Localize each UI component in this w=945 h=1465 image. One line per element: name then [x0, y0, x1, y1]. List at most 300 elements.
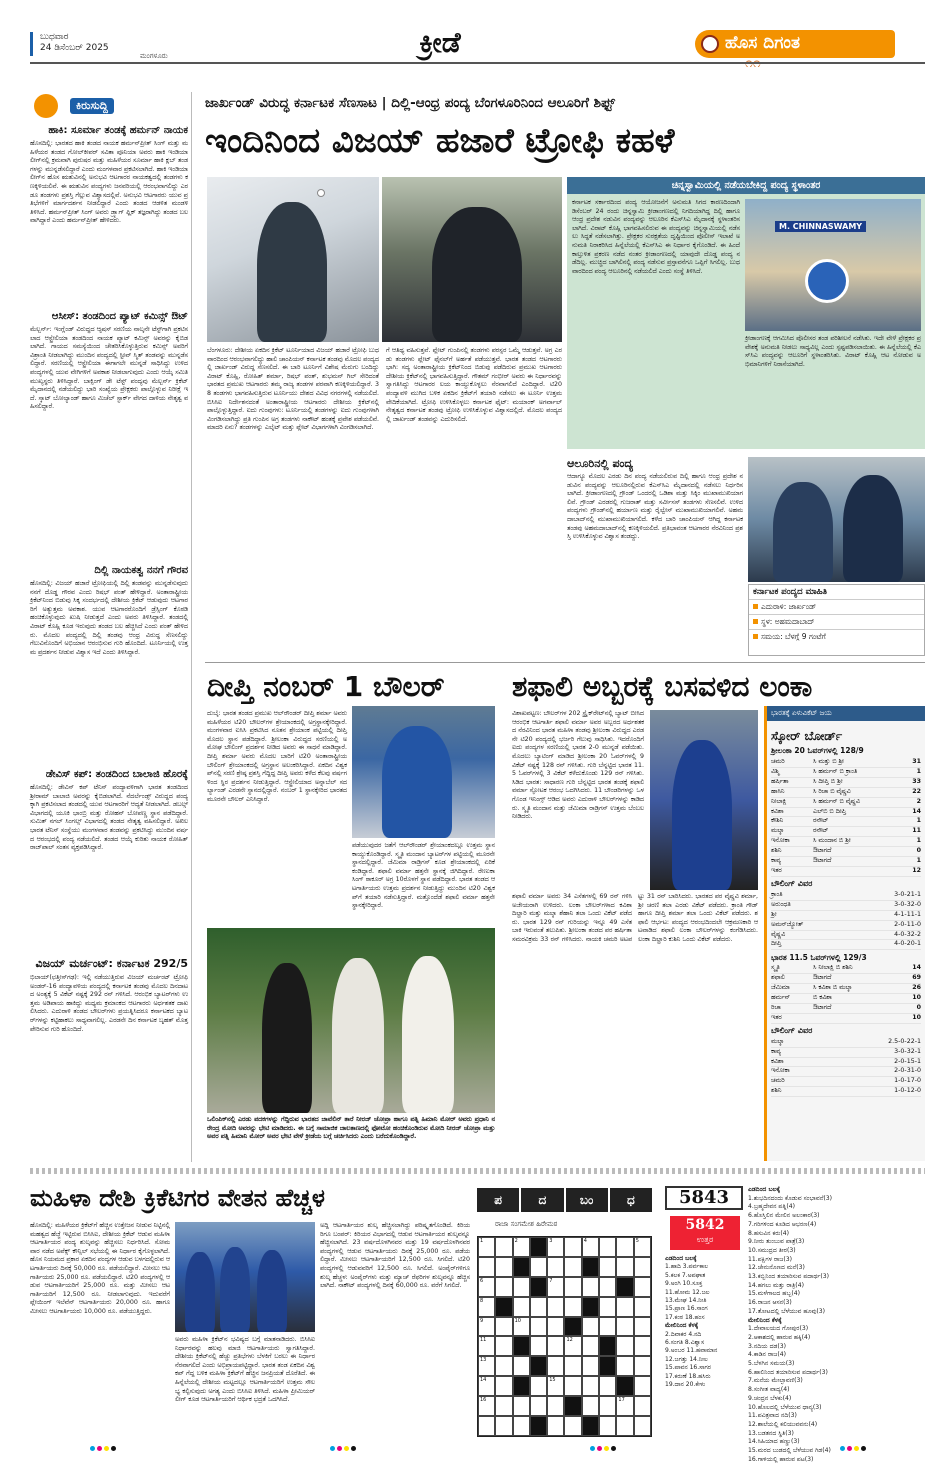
crossword-cell[interactable]: [616, 1257, 633, 1277]
ind-bowling-table: [767, 1038, 925, 1097]
crossword-cell: [616, 1277, 633, 1297]
crossword-cell[interactable]: [634, 1356, 651, 1376]
prev-answer: 19.ದಾನ 20.ಕೇಳು: [665, 1381, 706, 1389]
runs: 1: [916, 817, 921, 825]
clue: 6.ಹಾಲಿನಿಂದ ತಯಾರಿಸುವ ಪದಾರ್ಥ(3): [748, 1368, 828, 1376]
puzzle-author: ರಾಜಾ ಸಂಗಮೇಶ ಹಿರೇಮಠ: [495, 1220, 558, 1228]
brief-1: [30, 124, 188, 304]
clue: 4.ಕಾಡಿನ ರಾಜ(4): [748, 1351, 786, 1359]
batter-name: ಜೆಮಿಮಾ: [771, 984, 790, 992]
brief-title: ಹಾಕಿ: ಸೂರ್ಮಾ ತಂಡಕ್ಕೆ ಹರ್ಮನ್ ನಾಯಕ: [48, 125, 188, 136]
runs: 14: [912, 807, 921, 815]
runs: 14: [912, 964, 921, 972]
shafali-column-1: ವಿಶಾಖಪಟ್ಟಣ: ಬೌಲರ್‌ಗಳ 202 ಸ್ಟ್ರೈಕ್‌ರೇಟ್‌ನಲ್ಲಿ ಬ್ಯಾಟ್ ಬೀಸಿದ ಆರಂಭಿಕ ಆಟಗಾರ್ತಿ ಶಫಾಲಿ ವರ್ಮಾ ಅವರ ಅಬ್ಬರದ ಅರ್ಧಶತಕದ ನೆರವಿನಿಂದ ಭಾರತ ಮಹಿಳಾ ತಂಡವು ಶ್ರೀಲಂಕಾ ವಿರುದ್ಧದ ಎರಡನೇ ಟಿ20 ಪಂದ್ಯದಲ್ಲಿ ಭರ್ಜರಿ ಗೆಲುವು ಸಾಧಿಸಿತು. ಇದರೊಂದಿಗೆ ಐದು ಪಂದ್ಯಗಳ ಸರಣಿಯಲ್ಲಿ ಭಾರತ 2-0 ಮುನ್ನಡೆ ಪಡೆಯಿತು. ಮೊದಲು ಬ್ಯಾಟಿಂಗ್ ಮಾಡಿದ ಶ್ರೀಲಂಕಾ 20 ಓವರ್‌ಗಳಲ್ಲಿ 9 ವಿಕೆಟ್ ನಷ್ಟಕ್ಕೆ 128 ರನ್ ಗಳಿಸಿತು. ಗುರಿ ಬೆನ್ನಟ್ಟಿದ ಭಾರತ 11.5 ಓವರ್‌ಗಳಲ್ಲಿ 3 ವಿಕೆಟ್ ಕಳೆದುಕೊಂಡು 129 ರನ್ ಗಳಿಸಿತು. ಸಿಡಿದ ಭಾರತ: ಸಾಧಾರಣ ಗುರಿ ಬೆನ್ನಟ್ಟಿದ ಭಾರತ ತಂಡಕ್ಕೆ ಶಫಾಲಿ ವರ್ಮಾ ಸ್ಫೋಟಕ ಆರಂಭ ಒದಗಿಸಿದರು. 11 ಬೌಂಡರಿಗಳನ್ನು ಒಳಗೊಂಡ ಇನಿಂಗ್ಸ್ ಆಡಿದ ಅವರು ಎದುರಾಳಿ ಬೌಲರ್‌ಗಳನ್ನು ಕಾಡಿದರು. ಸ್ಮೃತಿ ಮಂದಾನ ಮತ್ತು ಜೆಮಿಮಾ ರಾಡ್ರಿಗಸ್ ಉತ್ತಮ ಬೆಂಬಲ ನೀಡಿದರು.: [512, 710, 644, 821]
crossword-cell[interactable]: 7: [547, 1277, 564, 1297]
crossword-cell[interactable]: 8: [478, 1297, 495, 1317]
prev-answer: 13.ಮೇಘ 14.ನೀತಿ: [665, 1297, 707, 1305]
brief-5: [30, 957, 188, 1157]
score-row: [771, 847, 921, 857]
clue: 10.ಹೊಲದಲ್ಲಿ ಬೆಳೆಯುವ ಧಾನ್ಯ(3): [748, 1403, 822, 1411]
crossword-cell[interactable]: [495, 1277, 512, 1297]
batter-name: ಸ್ಮೃತಿ: [771, 964, 780, 972]
dismissal: ರನೌಟ್: [813, 817, 829, 825]
crossword-cell[interactable]: [634, 1277, 651, 1297]
player-figure: [382, 726, 452, 838]
bowling-figures: 1-0-12-0: [894, 1087, 921, 1095]
crossword-cell[interactable]: [634, 1297, 651, 1317]
brief-title: ಡೇವಿಸ್ ಕಪ್: ತಂಡದಿಂದ ಬಾಲಾಜಿ ಹೊರಕ್ಕೆ: [45, 769, 188, 780]
score-row: [771, 817, 921, 827]
runs: 10: [912, 994, 921, 1002]
prev-across-list: [665, 1255, 743, 1322]
runs: 0: [916, 847, 921, 855]
brief-body: ಹೊಸದಿಲ್ಲಿ: ವಿಜಯ್ ಹಜಾರೆ ಟ್ರೋಫಿಯಲ್ಲಿ ದಿಲ್ಲಿ ತಂಡವನ್ನು ಮುನ್ನಡೆಸುವುದು ನನಗೆ ದೊಡ್ಡ ಗೌರವ ಎಂದು ರಿಷಭ್ ಪಂತ್ ಹೇಳಿದ್ದಾರೆ. ಅಂತಾರಾಷ್ಟ್ರೀಯ ಕ್ರಿಕೆಟ್‌ನಿಂದ ಬಿಡುವು ಸಿಕ್ಕ ಸಂದರ್ಭದಲ್ಲಿ ದೇಶೀಯ ಕ್ರಿಕೆಟ್ ಆಡುವುದು ಆಟಗಾರರಿಗೆ ಅತ್ಯುತ್ತಮ ಅವಕಾಶ. ಯುವ ಆಟಗಾರರೊಂದಿಗೆ ಡ್ರೆಸ್ಸಿಂಗ್ ಕೊಠಡಿ ಹಂಚಿಕೊಳ್ಳುವುದು ಖುಷಿ ನೀಡುತ್ತದೆ ಎಂದು ಅವರು ತಿಳಿಸಿದ್ದಾರೆ. ತಂಡದಲ್ಲಿ ವಿರಾಟ್ ಕೊಹ್ಲಿ ಕೂಡ ಇರುವುದು ತಂಡದ ಬಲ ಹೆಚ್ಚಿಸಿದೆ ಎಂದು ಪಂತ್ ಹೇಳಿದರು. ಮೊದಲ ಪಂದ್ಯದಲ್ಲಿ ದಿಲ್ಲಿ ತಂಡವು ಆಂಧ್ರ ವಿರುದ್ಧ ಸೆಣಸಲಿದ್ದು ಗೆಲುವಿನೊಂದಿಗೆ ಅಭಿಯಾನ ಆರಂಭಿಸುವ ಗುರಿ ಹೊಂದಿದೆ. ಟೂರ್ನಿಯಲ್ಲಿ ಉತ್ತಮ ಪ್ರದರ್ಶನ ನೀಡುವ ವಿಶ್ವಾಸ ಇದೆ ಎಂದು ತಿಳಿಸಿದ್ದಾರೆ.: [30, 580, 188, 656]
bowling-row: [771, 931, 921, 941]
clue: 17.ತೋಟದಲ್ಲಿ ಬೆಳೆಯುವ ಹೂವು(3): [748, 1307, 826, 1315]
prev-answer: 9.ಅಂಗಿ 10.ಸೂಕ್ತ: [665, 1280, 703, 1288]
dismissal: ಔಟಾಗದೆ: [813, 847, 832, 855]
batter-name: ರಿಚಾ: [771, 1003, 781, 1011]
crossword-cell[interactable]: [478, 1416, 495, 1436]
player-figure: [773, 482, 833, 582]
crossword-cell[interactable]: 17: [616, 1396, 633, 1416]
bowling-row: [771, 911, 921, 921]
clue: 13.ಕಬ್ಬಿನಿಂದ ತಯಾರಿಸುವ ಪದಾರ್ಥ(3): [748, 1273, 830, 1281]
puzzle-title-letter: ಪ: [477, 1188, 519, 1212]
crossword-cell[interactable]: [634, 1336, 651, 1356]
score-row: [771, 837, 921, 847]
crossword-cell[interactable]: [530, 1376, 547, 1396]
crossword-cell: [530, 1416, 547, 1436]
ind-innings: ಭಾರತ 11.5 ಓವರ್‌ಗಳಲ್ಲಿ 129/3: [771, 953, 867, 963]
clue: 8.ಸಂಗೀತ ವಾದ್ಯ(4): [748, 1386, 790, 1394]
info-item: ಸ್ಥಳ: ಅಹಮದಾಬಾದ್: [749, 614, 924, 629]
crossword-cell[interactable]: [547, 1416, 564, 1436]
color-registration-marks: [330, 1446, 356, 1451]
crossword-cell: [616, 1376, 633, 1396]
clue: 12.ಜೇನುನೊಣದ ಮನೆ(3): [748, 1264, 805, 1272]
crossword-cell[interactable]: [582, 1376, 599, 1396]
batter-name: ಶಶಿನಿ: [771, 847, 782, 855]
crossword-cell[interactable]: [495, 1257, 512, 1277]
lead-column-2: ಗೆ ಆತಿಥ್ಯ ವಹಿಸುತ್ತವೆ. ಪ್ಲೇಟ್ ಗುಂಪಿನಲ್ಲಿ ತಂಡಗಳು ಪರಸ್ಪರ ಒಮ್ಮೆ ಆಡುತ್ತವೆ. ಅಗ್ರ ಎರಡು ತಂಡಗಳು ಪ್ಲೇಟ್ ಫೈನಲ್‌ಗೆ ಅರ್ಹತೆ ಪಡೆಯುತ್ತವೆ. ಭಾರತ ತಂಡದ ಆಟಗಾರರು ಭಾಗಿ: ಸದ್ಯ ಅಂತಾರಾಷ್ಟ್ರೀಯ ಕ್ರಿಕೆಟ್‌ನಿಂದ ಬಿಡುವು ಪಡೆದಿರುವ ಪ್ರಮುಖ ಆಟಗಾರರು ದೇಶೀಯ ಕ್ರಿಕೆಟ್‌ನಲ್ಲಿ ಭಾಗವಹಿಸುತ್ತಿದ್ದಾರೆ. ಗೌತಮ್ ಗಂಭೀರ್ ಅವರು ಈ ನಿರ್ಧಾರವನ್ನು ಸ್ವಾಗತಿಸಿದ್ದು ಆಟಗಾರರ ಲಯ ಕಾಯ್ದುಕೊಳ್ಳಲು ನೆರವಾಗಲಿದೆ ಎಂದಿದ್ದಾರೆ. ಟಿ20 ಪಂದ್ಯಾವಳಿ ಮುಗಿದ ಬಳಿಕ ಏಕದಿನ ಕ್ರಿಕೆಟ್‌ಗೆ ತಯಾರಿ ನಡೆಸಲು ಈ ಟೂರ್ನಿ ಉತ್ತಮ ವೇದಿಕೆಯಾಗಿದೆ. ಟ್ರೋಫಿ ಉಳಿಸಿಕೊಳ್ಳಲು ಕರ್ನಾಟಕ ಫೈಟ್: ಮಯಾಂಕ್ ಅಗರ್ವಾಲ್ ನೇತೃತ್ವದ ಕರ್ನಾಟಕ ತಂಡವು ಟ್ರೋಫಿ ಉಳಿಸಿಕೊಳ್ಳುವ ವಿಶ್ವಾಸದಲ್ಲಿದೆ. ಮೊದಲ ಪಂದ್ಯದಲ್ಲಿ ಜಾರ್ಖಂಡ್ ತಂಡವನ್ನು ಎದುರಿಸಲಿದೆ.: [386, 347, 562, 423]
score-row: [771, 788, 921, 798]
batter-name: ಕೌಶಿನಿ: [771, 817, 784, 825]
runs: 1: [916, 767, 921, 775]
crossword-cell[interactable]: [495, 1356, 512, 1376]
clue: 9.ಚಂದ್ರನ ಬೆಳಕು(4): [748, 1394, 792, 1402]
dismissal: ಸಿ ಹರ್ಮನ್ ಬಿ ವೈಷ್ಣವಿ: [813, 797, 860, 805]
crossword-cell: [530, 1277, 547, 1297]
crossword-cell[interactable]: 16: [478, 1396, 495, 1416]
crossword-cell[interactable]: [513, 1356, 530, 1376]
player-figure: [257, 1250, 287, 1332]
bowling-figures: 2.5-0-22-1: [888, 1037, 921, 1045]
batter-name: ಇತರ: [771, 866, 782, 874]
batter-name: ಇತರ: [771, 1013, 782, 1021]
score-row: [771, 827, 921, 837]
crossword-cell: [564, 1396, 581, 1416]
crossword-cell[interactable]: [564, 1237, 581, 1257]
date-box: [30, 32, 150, 58]
kirusuddi-column: [30, 92, 192, 1162]
bowler-name: ಕವಿಶಾ: [771, 1057, 784, 1065]
crossword-cell[interactable]: [616, 1356, 633, 1376]
header-city: ಮಂಗಳೂರು: [140, 52, 168, 60]
crossword-cell[interactable]: [530, 1257, 547, 1277]
dismissal: ಔಟಾಗದೆ: [813, 857, 832, 865]
crossword-cell[interactable]: [582, 1317, 599, 1337]
bowling-figures: 2-0-15-1: [894, 1057, 921, 1065]
puzzle-title-letter: ಧ: [610, 1188, 652, 1212]
crossword-grid[interactable]: [477, 1236, 652, 1437]
bowling-row: [771, 1048, 921, 1058]
bowling-figures: 4-1-11-1: [894, 910, 921, 918]
person-figure: [262, 963, 312, 1113]
bowler-name: ಕ್ರಾಂತಿ: [771, 890, 783, 898]
crossword-cell[interactable]: [495, 1336, 512, 1356]
clue: 15.ಮರದ ಬುಡದಲ್ಲಿ ಬೆಳೆಯುವ ಗಿಡ(4): [748, 1447, 831, 1455]
dismissal: ಸಿ ರಿಚಾ ಬಿ ವೈಷ್ಣವಿ: [813, 787, 851, 795]
prev-answer: 1.ಹಾದಿ 3.ಪರ್ವಕಾಲ: [665, 1263, 709, 1271]
clue: 10.ಸಮುದ್ರದ ತೀರ(3): [748, 1246, 796, 1254]
puzzle-title: [477, 1188, 652, 1212]
crossword-cell[interactable]: [513, 1396, 530, 1416]
brief-4: [30, 768, 188, 953]
kirusuddi-label: ಕಿರುಸುದ್ದಿ: [30, 92, 188, 120]
crossword-cell[interactable]: [564, 1376, 581, 1396]
bowler-name: ಅರುಂಧತಿ: [771, 900, 791, 908]
chinnaswamy-box: [567, 177, 925, 449]
batter-name: ವಿಶ್ಮಿ: [771, 767, 780, 775]
score-row: [771, 857, 921, 867]
runs: 10: [912, 1013, 921, 1021]
date-bar: [30, 32, 33, 56]
score-row: [771, 758, 921, 768]
clue: 8.ಹಸುವಿನ ಕರು(4): [748, 1229, 790, 1237]
crossword-cell: [564, 1317, 581, 1337]
puzzle-title-letter: ಬಂ: [566, 1188, 608, 1212]
crossword-cell[interactable]: 13: [478, 1356, 495, 1376]
crossword-cell[interactable]: [599, 1396, 616, 1416]
player-figure: [432, 207, 522, 342]
batter-name: ಚಮರಿ: [771, 758, 785, 765]
women-pay-headline: ಮಹಿಳಾ ದೇಶಿ ಕ್ರಿಕೆಟಿಗರ ವೇತನ ಹೆಚ್ಚಳ: [30, 1184, 325, 1212]
prev-answer: 15.ಪ್ರಾಣ 16.ಸಾಂಗ: [665, 1305, 708, 1313]
women-pay-column-1: ಹೊಸದಿಲ್ಲಿ: ಮಹಿಳೆಯರ ಕ್ರಿಕೆಟ್‌ಗೆ ಹೆಚ್ಚಿನ ಉತ್ತೇಜನ ನೀಡುವ ನಿಟ್ಟಿನಲ್ಲಿ ಮಹತ್ವದ ಹೆಜ್ಜೆ ಇಟ್ಟಿರುವ ಬಿಸಿಸಿಐ, ದೇಶೀಯ ಕ್ರಿಕೆಟ್ ಆಡುವ ಮಹಿಳಾ ಆಟಗಾರ್ತಿಯರ ಪಂದ್ಯ ಶುಲ್ಕವನ್ನು ಹೆಚ್ಚಿಸಲು ನಿರ್ಧರಿಸಿದೆ. ಸೋಮವಾರ ನಡೆದ ಅಪೆಕ್ಸ್ ಕೌನ್ಸಿಲ್ ಸಭೆಯಲ್ಲಿ ಈ ನಿರ್ಧಾರ ಕೈಗೊಳ್ಳಲಾಗಿದೆ. ಹೊಸ ನಿಯಮದ ಪ್ರಕಾರ ಏಕದಿನ ಪಂದ್ಯಗಳ ಆಡುವ ಬಳಗದಲ್ಲಿರುವ ಆಟಗಾರ್ತಿಯರು ದಿನಕ್ಕೆ 50,000 ರೂ. ಪಡೆಯಲಿದ್ದಾರೆ. ಮೀಸಲು ಆಟಗಾರ್ತಿಯರು 25,000 ರೂ. ಪಡೆಯಲಿದ್ದಾರೆ. ಟಿ20 ಪಂದ್ಯಗಳಲ್ಲಿ ಆಡುವ ಆಟಗಾರ್ತಿಯರಿಗೆ 25,000 ರೂ. ಮತ್ತು ಮೀಸಲು ಆಟಗಾರ್ತಿಯರಿಗೆ 12,500 ರೂ. ನೀಡಲಾಗುವುದು. ಇದುವರೆಗೆ ಪ್ಲೇಯಿಂಗ್ ಇಲೆವೆನ್ ಆಟಗಾರ್ತಿಯರು 20,000 ರೂ. ಹಾಗೂ ಮೀಸಲು ಆಟಗಾರ್ತಿಯರು 10,000 ರೂ. ಪಡೆಯುತ್ತಿದ್ದರು.: [30, 1222, 170, 1315]
prev-answer: 6.ಸಂಗತಿ 8.ವಿಶ್ವಾಸ: [665, 1339, 705, 1347]
sl-batting-table: [767, 758, 925, 877]
runs: 1: [916, 837, 921, 845]
prev-answer: 17.ಕಂಠ 18.ಹಂಸ: [665, 1313, 705, 1321]
shafali-photo: [650, 710, 758, 890]
section-title: ಕ್ರೀಡೆ: [419, 26, 461, 59]
crossword-cell[interactable]: 6: [478, 1277, 495, 1297]
crossword-cell: [513, 1336, 530, 1356]
modi-neeraj-photo: [207, 928, 495, 1113]
bottom-rule: [30, 1168, 925, 1174]
crossword-cell[interactable]: [547, 1297, 564, 1317]
crossword-cell[interactable]: [634, 1257, 651, 1277]
alur-heading: ಆಲೂರಿನಲ್ಲಿ ಪಂದ್ಯ: [567, 457, 743, 471]
batter-name: ಕವಿಶಾ: [771, 807, 784, 815]
clue: 15.ಮಳೆಗಾಲದ ಹಬ್ಬ(4): [748, 1290, 800, 1298]
prev-answer: 5.ಕಲಕ 7.ಅಪಘಾತ: [665, 1271, 706, 1279]
clue: 6.ಹೊಸ್ತಿಲಿನ ಮೇಲಿನ ಅಲಂಕಾರ(3): [748, 1212, 820, 1220]
crossword-cell[interactable]: 3: [547, 1237, 564, 1257]
crossword-cell[interactable]: 1: [478, 1237, 495, 1257]
crossword-cell[interactable]: [634, 1396, 651, 1416]
brief-title: ಆಸೀಸ್: ತಂಡದಿಂದ ಪ್ಯಾಟ್ ಕಮಿನ್ಸ್ ಔಟ್: [51, 311, 188, 322]
crossword-cell[interactable]: [495, 1396, 512, 1416]
crossword-cell[interactable]: 9: [478, 1317, 495, 1337]
score-row: [771, 1014, 921, 1024]
runs: 26: [912, 984, 921, 992]
women-pay-column-3: ಅವರು ಮಹಿಳಾ ಕ್ರಿಕೆಟ್‌ನ ಭವಿಷ್ಯದ ಬಗ್ಗೆ ಮಾತನಾಡಿದರು. ಬಿಸಿಸಿಐ ನಿರ್ಧಾರವನ್ನು ಹಲವು ಮಾಜಿ ಆಟಗಾರ್ತಿಯರು ಸ್ವಾಗತಿಸಿದ್ದಾರೆ. ದೇಶೀಯ ಕ್ರಿಕೆಟ್‌ನಲ್ಲಿ ಹೆಚ್ಚು ಪ್ರತಿಭೆಗಳು ಬೆಳಕಿಗೆ ಬರಲು ಈ ನಿರ್ಧಾರ ನೆರವಾಗಲಿದೆ ಎಂದು ಅಭಿಪ್ರಾಯಪಟ್ಟಿದ್ದಾರೆ. ಭಾರತ ತಂಡ ಏಕದಿನ ವಿಶ್ವಕಪ್ ಗೆದ್ದ ಬಳಿಕ ಮಹಿಳಾ ಕ್ರಿಕೆಟ್‌ಗೆ ಹೆಚ್ಚಿನ ಜನಪ್ರಿಯತೆ ದೊರೆತಿದೆ. ಈ ಹಿನ್ನೆಲೆಯಲ್ಲಿ ದೇಶೀಯ ಮಟ್ಟದಲ್ಲೂ ಆಟಗಾರ್ತಿಯರಿಗೆ ಉತ್ತಮ ಸೌಲಭ್ಯ ಕಲ್ಪಿಸುವುದು ಅಗತ್ಯ ಎಂದು ಬಿಸಿಸಿಐ ತಿಳಿಸಿದೆ. ಮಹಿಳಾ ಪ್ರೀಮಿಯರ್ ಲೀಗ್ ಕೂಡ ಆಟಗಾರ್ತಿಯರಿಗೆ ಆರ್ಥಿಕ ಭದ್ರತೆ ಒದಗಿಸಿದೆ.: [175, 1336, 315, 1404]
brief-title: ದಿಲ್ಲಿ ನಾಯಕತ್ವ ನನಗೆ ಗೌರವ: [94, 565, 188, 576]
lead-kicker: ಜಾರ್ಖಂಡ್ ವಿರುದ್ಧ ಕರ್ನಾಟಕ ಸೆಣಸಾಟ | ದಿಲ್ಲಿ-ಆಂಧ್ರ ಪಂದ್ಯ ಬೆಂಗಳೂರಿನಿಂದ ಆಲೂರಿಗೆ ಶಿಫ್ಟ್: [205, 95, 615, 111]
crossword-cell[interactable]: [616, 1297, 633, 1317]
bowling-figures: 1-0-17-0: [894, 1077, 921, 1085]
crossword-cell[interactable]: 11: [478, 1336, 495, 1356]
score-row: [771, 808, 921, 818]
crossword-cell[interactable]: [564, 1257, 581, 1277]
dismissal: [813, 1014, 907, 1023]
clue: 13.ಬಡತನದ ಸ್ಥಿತಿ(3): [748, 1429, 794, 1437]
karnataka-info-box: [748, 584, 925, 656]
chinnaswamy-body: ಕರ್ನಾಟಕ ಸರ್ಕಾರದಿಂದ ಪಂದ್ಯ ಆಯೋಜನೆಗೆ ಅನುಮತಿ ಸಿಗದ ಕಾರಣದಿಂದಾಗಿ ಡಿಸೆಂಬರ್ 24 ರಂದು ಚಿನ್ನಸ್ವಾಮಿ ಕ್ರೀಡಾಂಗಣದಲ್ಲಿ ನಿಗದಿಯಾಗಿದ್ದ ದಿಲ್ಲಿ ಹಾಗೂ ಆಂಧ್ರ ಪ್ರದೇಶ ನಡುವಿನ ಪಂದ್ಯವನ್ನು ಆಲೂರಿನ ಕೆಎಸ್‌ಸಿಎ ಮೈದಾನಕ್ಕೆ ಸ್ಥಳಾಂತರಿಸಲಾಗಿದೆ. ವಿರಾಟ್ ಕೊಹ್ಲಿ ಭಾಗವಹಿಸಲಿರುವ ಈ ಪಂದ್ಯವನ್ನು ಚಿನ್ನಸ್ವಾಮಿಯಲ್ಲಿ ನಡೆಸಲು ಸಿದ್ಧತೆ ನಡೆಸಲಾಗಿತ್ತು. ಪ್ರೇಕ್ಷಕರ ಸುರಕ್ಷತೆಯ ದೃಷ್ಟಿಯಿಂದ ಪೊಲೀಸ್ ಇಲಾಖೆ ಅನುಮತಿ ನಿರಾಕರಿಸಿದ ಹಿನ್ನೆಲೆಯಲ್ಲಿ ಕೆಎಸ್‌ಸಿಎ ಈ ನಿರ್ಧಾರ ಕೈಗೊಂಡಿದೆ. ಈ ಹಿಂದೆ ಕಾಲ್ತುಳಿತ ಪ್ರಕರಣ ನಡೆದ ನಂತರ ಕ್ರೀಡಾಂಗಣದಲ್ಲಿ ಯಾವುದೇ ದೊಡ್ಡ ಪಂದ್ಯ ನಡೆದಿಲ್ಲ. ಮುಚ್ಚಿದ ಬಾಗಿಲಿನಲ್ಲಿ ಪಂದ್ಯ ನಡೆಸುವ ಪ್ರಸ್ತಾವನೆಗೂ ಒಪ್ಪಿಗೆ ಸಿಗಲಿಲ್ಲ. ಬುಧವಾರದಿಂದ ಪಂದ್ಯ ಆಲೂರಿನಲ್ಲಿ ನಡೆಯಲಿದೆ ಎಂದು ಸಂಸ್ಥೆ ತಿಳಿಸಿದೆ.: [572, 199, 740, 275]
bowling-row: [771, 1058, 921, 1068]
person-figure: [332, 958, 384, 1113]
crossword-cell[interactable]: [599, 1237, 616, 1257]
crossword-cell[interactable]: [564, 1356, 581, 1376]
bowling-row: [771, 940, 921, 950]
crossword-cell[interactable]: [513, 1416, 530, 1436]
crossword-cell[interactable]: [530, 1396, 547, 1416]
shafali-headline: ಶಫಾಲಿ ಅಬ್ಬರಕ್ಕೆ ಬಸವಳಿದ ಲಂಕಾ: [512, 670, 813, 703]
scoreboard-strip: ಭಾರತಕ್ಕೆ ಏಳುವಿಕೆಟ್ ಜಯ: [767, 706, 925, 721]
score-row: [771, 994, 921, 1004]
dismissal: ಸಿ ನೀಲಾಕ್ಷಿ ಬಿ ಶಶಿನಿ: [813, 964, 853, 972]
crossword-cell[interactable]: [495, 1237, 512, 1257]
crossword-cell[interactable]: 12: [564, 1336, 581, 1356]
modi-caption: ಒಲಿಂಪಿಕ್‌ನಲ್ಲಿ ಎರಡು ಪದಕಗಳನ್ನು ಗೆದ್ದಿರುವ ಭಾರತದ ಜಾವೆಲಿನ್ ತಾರೆ ನೀರಜ್ ಚೋಪ್ರಾ ಹಾಗೂ ಪತ್ನಿ ಹಿಮಾನಿ ಮೋರ್ ಅವರು ಪ್ರಧಾನಿ ನರೇಂದ್ರ ಮೋದಿ ಅವರನ್ನು ಭೇಟಿ ಮಾಡಿದರು. ಈ ಬಗ್ಗೆ ಸಾಮಾಜಿಕ ಜಾಲತಾಣದಲ್ಲಿ ಫೋಟೋ ಹಂಚಿಕೊಂಡಿರುವ ಮೋದಿ ನೀರಜ್ ಚೋಪ್ರಾ ಮತ್ತು ಅವರ ಪತ್ನಿ ಹಿಮಾನಿ ಮೋರ್ ಅವರ ಭೇಟಿ ವೇಳೆ ಕ್ರೀಡೆಯ ಬಗ್ಗೆ ಚರ್ಚಿಸಿದರು ಎಂದು ಬರೆದುಕೊಂಡಿದ್ದಾರೆ.: [207, 1116, 495, 1141]
stadium-sign: M. CHINNASWAMY: [775, 221, 866, 232]
clue: 9.ನೀರು ತುಂಬುವ ಪಾತ್ರೆ(3): [748, 1238, 805, 1246]
clue: 7.ಗರಿಗಳಿಂದ ಕೂಡಿದ ಆಭರಣ(4): [748, 1220, 817, 1228]
runs: 69: [912, 974, 921, 982]
runs: 22: [912, 787, 921, 795]
crossword-cell[interactable]: [599, 1416, 616, 1436]
crossword-cell[interactable]: [616, 1317, 633, 1337]
prev-answer: 15.ಪಾವನ 16.ಸಾಗರ: [665, 1364, 711, 1372]
crossword-cell[interactable]: [582, 1336, 599, 1356]
bowling-row: [771, 901, 921, 911]
crossword-cell: [513, 1257, 530, 1277]
crossword-cell[interactable]: [616, 1336, 633, 1356]
deepti-headline: ದೀಪ್ತಿ ನಂಬರ್ 1 ಬೌಲರ್: [207, 670, 445, 703]
runs: 1: [916, 857, 921, 865]
ksca-emblem-icon: [805, 259, 849, 303]
crossword-cell[interactable]: [616, 1237, 633, 1257]
clue: 12.ಶಾಲೆಯಲ್ಲಿ ಕಲಿಯುವವನು(4): [748, 1420, 818, 1428]
crossword-cell: [513, 1376, 530, 1396]
header-date: 24 ಡಿಸೆಂಬರ್ 2025: [40, 43, 109, 53]
ind-batting-table: [767, 964, 925, 1023]
crossword-cell: [599, 1356, 616, 1376]
crossword-cell[interactable]: [599, 1277, 616, 1297]
dismissal: [813, 867, 907, 876]
player-figure: [672, 740, 732, 890]
batter-name: ಶಫಾಲಿ: [771, 974, 785, 982]
crossword-cell[interactable]: [513, 1277, 530, 1297]
brief-body: ಹೊಸದಿಲ್ಲಿ: ಭಾರತದ ಹಾಕಿ ತಂಡದ ನಾಯಕ ಹರ್ಮನ್‌ಪ್ರೀತ್ ಸಿಂಗ್ ಮತ್ತು ಮಹಿಳೆಯರ ತಂಡದ ಗೋಲ್‌ಕೀಪರ್ ಸವಿತಾ ಪೂನಿಯಾ ಅವರು ಹಾಕಿ ಇಂಡಿಯಾ ಲೀಗ್‌ನಲ್ಲಿ ಕ್ರಮವಾಗಿ ಪುರುಷರ ಮತ್ತು ಮಹಿಳೆಯರ ಸೂರ್ಮಾ ಹಾಕಿ ಕ್ಲಬ್ ತಂಡಗಳನ್ನು ಮುನ್ನಡೆಸಲಿದ್ದಾರೆ ಎಂದು ಮಂಗಳವಾರ ಪ್ರಕಟಿಸಲಾಗಿದೆ. ಹಾಕಿ ಇಂಡಿಯಾ ಲೀಗ್‌ನ ಹೊಸ ಋತುವಿನಲ್ಲಿ ಅನುಭವಿ ಆಟಗಾರರ ನಾಯಕತ್ವದಲ್ಲಿ ತಂಡಗಳು ಕಣಕ್ಕಿಳಿಯಲಿವೆ. ಈ ಋತುವಿನ ಪಂದ್ಯಗಳು ಜನವರಿಯಲ್ಲಿ ಆರಂಭವಾಗಲಿದ್ದು ಎರಡೂ ತಂಡಗಳು ಪ್ರಶಸ್ತಿ ಗೆಲ್ಲುವ ವಿಶ್ವಾಸದಲ್ಲಿವೆ. ಅನುಭವಿ ಆಟಗಾರರು ಯುವ ಪ್ರತಿಭೆಗಳಿಗೆ ಮಾರ್ಗದರ್ಶನ ನೀಡಲಿದ್ದಾರೆ ಎಂದು ತಂಡದ ಆಡಳಿತ ಮಂಡಳಿ ತಿಳಿಸಿದೆ. ಹರ್ಮನ್‌ಪ್ರೀತ್ ಸಿಂಗ್ ಅವರು ಡ್ರ್ಯಾಗ್ ಫ್ಲಿಕ್ ತಜ್ಞರಾಗಿದ್ದು ತಂಡದ ಬಲವಾಗಿದ್ದಾರೆ ಎಂದು ಹರ್ಮನ್‌ಪ್ರೀತ್ ಹೇಳಿದರು.: [30, 140, 188, 225]
deepti-photo: [352, 706, 495, 838]
puzzle-title-letter: ದ: [521, 1188, 563, 1212]
color-registration-marks: [590, 1446, 616, 1451]
crossword-cell[interactable]: [547, 1257, 564, 1277]
player-figure: [220, 1247, 250, 1332]
deepti-column-1: ದುಬೈ: ಭಾರತ ತಂಡದ ಪ್ರಮುಖ ಆಲ್‌ರೌಂಡರ್ ದೀಪ್ತಿ ಶರ್ಮಾ ಅವರು ಮಹಿಳೆಯರ ಟಿ20 ಬೌಲರ್‌ಗಳ ಶ್ರೇಯಾಂಕದಲ್ಲಿ ಅಗ್ರಸ್ಥಾನಕ್ಕೇರಿದ್ದಾರೆ. ಮಂಗಳವಾರ ಐಸಿಸಿ ಪ್ರಕಟಿಸಿದ ನೂತನ ಶ್ರೇಯಾಂಕ ಪಟ್ಟಿಯಲ್ಲಿ ದೀಪ್ತಿ ಮೊದಲ ಸ್ಥಾನ ಪಡೆದಿದ್ದಾರೆ. ಶ್ರೀಲಂಕಾ ವಿರುದ್ಧದ ಸರಣಿಯಲ್ಲಿ ಅಮೋಘ ಬೌಲಿಂಗ್ ಪ್ರದರ್ಶನ ನೀಡಿದ ಅವರು ಈ ಸಾಧನೆ ಮಾಡಿದ್ದಾರೆ. ದೀಪ್ತಿ ಶರ್ಮಾ ಅವರು ಮೊದಲ ಬಾರಿಗೆ ಟಿ20 ಅಂತಾರಾಷ್ಟ್ರೀಯ ಬೌಲಿಂಗ್ ಶ್ರೇಯಾಂಕದಲ್ಲಿ ಅಗ್ರಸ್ಥಾನ ಅಲಂಕರಿಸಿದ್ದಾರೆ. ಏಕದಿನ ವಿಶ್ವಕಪ್‌ನಲ್ಲಿ ಸರಣಿ ಶ್ರೇಷ್ಠ ಪ್ರಶಸ್ತಿ ಗೆದ್ದಿದ್ದ ದೀಪ್ತಿ ಅವರು ಕಳೆದ ಕೆಲವು ವರ್ಷಗಳಿಂದ ಸ್ಥಿರ ಪ್ರದರ್ಶನ ನೀಡುತ್ತಿದ್ದಾರೆ. ಆಸ್ಟ್ರೇಲಿಯಾದ ಅನ್ನಾಬೆಲ್ ಸದರ್ಲ್ಯಾಂಡ್ ಎರಡನೇ ಸ್ಥಾನದಲ್ಲಿದ್ದಾರೆ. ನಂಬರ್ 1 ಸ್ಥಾನಕ್ಕೇರಿದ ಭಾರತದ ಮೂರನೇ ಬೌಲರ್ ಎನಿಸಿದ್ದಾರೆ.: [207, 710, 347, 803]
crossword-cell[interactable]: [634, 1317, 651, 1337]
bowling-figures: 3-0-32-1: [894, 1047, 921, 1055]
sl-innings: ಶ್ರೀಲಂಕಾ 20 ಓವರ್‌ಗಳಲ್ಲಿ 128/9: [771, 746, 864, 755]
runs: 0: [916, 1003, 921, 1011]
across-title: ಎಡದಿಂದ ಬಲಕ್ಕೆ: [748, 1186, 781, 1193]
brief-body: ಭಿಲಾಯ್(ಛತ್ತೀಸ್‌ಗಢ): ಇಲ್ಲಿ ನಡೆಯುತ್ತಿರುವ ವಿಜಯ್ ಮರ್ಚಂಟ್ ಟ್ರೋಫಿ ಅಂಡರ್-16 ಪಂದ್ಯಾವಳಿಯ ಪಂದ್ಯದಲ್ಲಿ ಕರ್ನಾಟಕ ತಂಡವು ಮೊದಲ ದಿನದಾಟದ ಅಂತ್ಯಕ್ಕೆ 5 ವಿಕೆಟ್ ನಷ್ಟಕ್ಕೆ 292 ರನ್ ಗಳಿಸಿದೆ. ಆರಂಭಿಕ ಬ್ಯಾಟರ್‌ಗಳು ಉತ್ತಮ ಅಡಿಪಾಯ ಹಾಕಿದ್ದು ಮಧ್ಯಮ ಕ್ರಮಾಂಕದ ಆಟಗಾರರು ಅರ್ಧಶತಕ ದಾಖಲಿಸಿದರು. ಎದುರಾಳಿ ತಂಡದ ಬೌಲರ್‌ಗಳು ಪ್ರಯತ್ನಿಸಿದರೂ ಕರ್ನಾಟಕದ ಬ್ಯಾಟರ್‌ಗಳನ್ನು ಕಟ್ಟಿಹಾಕಲು ಸಾಧ್ಯವಾಗಲಿಲ್ಲ. ಎರಡನೇ ದಿನ ಕರ್ನಾಟಕ ಬೃಹತ್ ಮೊತ್ತ ಪೇರಿಸುವ ಗುರಿ ಹೊಂದಿದೆ.: [30, 974, 188, 1033]
bowler-name: ಮಲ್ಶಾ: [771, 1037, 785, 1045]
runs: 2: [916, 797, 921, 805]
player-figure: [185, 1252, 215, 1332]
color-registration-marks: [90, 1446, 116, 1451]
crossword-cell: [495, 1297, 512, 1317]
crossword-cell[interactable]: 2: [513, 1237, 530, 1257]
crossword-cell[interactable]: [582, 1356, 599, 1376]
crossword-cell[interactable]: [530, 1317, 547, 1337]
bowling-title: ಬೌಲಿಂಗ್ ವಿವರ: [771, 1025, 813, 1035]
crossword-cell[interactable]: [478, 1257, 495, 1277]
dismissal: ಬಿ ಕವಿಶಾ: [813, 994, 832, 1002]
crossword-cell[interactable]: [513, 1297, 530, 1317]
brand-name: ಹೊಸ ದಿಗಂತ: [725, 33, 800, 53]
bowling-figures: 3-0-21-1: [894, 890, 921, 898]
crossword-cell[interactable]: [599, 1257, 616, 1277]
crossword-cell[interactable]: [530, 1297, 547, 1317]
prev-across-title: ಎಡದಿಂದ ಬಲಕ್ಕೆ: [665, 1255, 697, 1262]
crossword-cell: [582, 1416, 599, 1436]
chinnaswamy-heading: ಚಿನ್ನಸ್ವಾಮಿಯಲ್ಲಿ ನಡೆಯಬೇಕಿದ್ದ ಪಂದ್ಯ ಸ್ಥಳಾಂತರ: [567, 177, 925, 194]
crossword-cell[interactable]: [634, 1376, 651, 1396]
bowler-name: ವೈಷ್ಣವಿ: [771, 930, 786, 938]
batter-name: ಹರ್ಷಿತಾ: [771, 777, 789, 785]
kohli-photo: [207, 177, 379, 342]
score-row: [771, 798, 921, 808]
alur-box: [567, 457, 743, 657]
crossword-cell[interactable]: [495, 1317, 512, 1337]
shafali-column-2: ಶಫಾಲಿ ವರ್ಮಾ ಅವರು 34 ಎಸೆತಗಳಲ್ಲಿ 69 ರನ್ ಗಳಿಸಿ ಅಜೇಯರಾಗಿ ಉಳಿದರು. ಲಂಕಾ ಬೌಲರ್‌ಗಳಾದ ಕವಿಶಾ ದಿಲ್ಹಾರಿ ಮತ್ತು ಮಲ್ಶಾ ಶೆಹಾನಿ ತಲಾ ಒಂದು ವಿಕೆಟ್ ಪಡೆದರು. ಭಾರತ 129 ರನ್ ಗುರಿಯನ್ನು ಇನ್ನೂ 49 ಎಸೆತ ಬಾಕಿ ಇರುವಂತೆ ತಲುಪಿತು. ಶ್ರೀಲಂಕಾ ತಂಡದ ಪರ ಹರ್ಷಿತಾ ಸಮರವಿಕ್ರಮ 33 ರನ್ ಗಳಿಸಿದರು. ನಾಯಕಿ ಚಮರಿ ಅಟಪಟ್ಟು 31 ರನ್ ಬಾರಿಸಿದರು. ಭಾರತದ ಪರ ವೈಷ್ಣವಿ ಶರ್ಮಾ, ಶ್ರೀ ಚರಣಿ ತಲಾ ಎರಡು ವಿಕೆಟ್ ಪಡೆದರು. ಕ್ರಾಂತಿ ಗೌಡ್ ಹಾಗೂ ದೀಪ್ತಿ ಶರ್ಮಾ ತಲಾ ಒಂದು ವಿಕೆಟ್ ಪಡೆದರು. ಶಫಾಲಿ ಆರ್ಭಟ: ಪಂದ್ಯದ ಆರಂಭದಿಂದಲೇ ಆಕ್ರಮಣಕಾರಿ ಆಟವಾಡಿದ ಶಫಾಲಿ ಲಂಕಾ ಬೌಲರ್‌ಗಳನ್ನು ಕಂಗೆಡಿಸಿದರು. ಲಂಕಾ ದಿಲ್ಹಾರಿ ಕುಶಿನಿ ಒಂದು ವಿಕೆಟ್ ಪಡೆದರು.: [512, 893, 758, 943]
crossword-cell[interactable]: [530, 1336, 547, 1356]
crossword-cell[interactable]: [599, 1297, 616, 1317]
crossword-cell[interactable]: 10: [513, 1317, 530, 1337]
dismissal: ಸಿ ಹರ್ಮನ್ ಬಿ ಕ್ರಾಂತಿ: [813, 767, 858, 775]
karnataka-info-heading: ಕರ್ನಾಟಕ ಪಂದ್ಯದ ಮಾಹಿತಿ: [753, 587, 828, 597]
crossword-cell[interactable]: [599, 1376, 616, 1396]
crossword-cell[interactable]: [547, 1396, 564, 1416]
bowler-name: ಕಾವ್ಯ: [771, 1047, 781, 1055]
player-figure: [257, 202, 327, 342]
bowling-row: [771, 1087, 921, 1097]
crossword-cell[interactable]: [547, 1356, 564, 1376]
score-row: [771, 867, 921, 877]
dismissal: ರನೌಟ್: [813, 827, 829, 835]
score-row: [771, 974, 921, 984]
crossword-cell: [582, 1257, 599, 1277]
crossword-cell[interactable]: [582, 1277, 599, 1297]
crossword-cell[interactable]: 4: [582, 1237, 599, 1257]
crossword-cell[interactable]: [547, 1317, 564, 1337]
batter-name: ಮಲ್ಶಾ: [771, 827, 785, 835]
bowling-figures: 2-0-31-0: [894, 1067, 921, 1075]
score-row: [771, 778, 921, 788]
deepti-column-2: ಪಡೆಯುವುದರ ಜತೆಗೆ ಆಲ್‌ರೌಂಡರ್ ಶ್ರೇಯಾಂಕದಲ್ಲೂ ಉತ್ತಮ ಸ್ಥಾನ ಕಾಯ್ದುಕೊಂಡಿದ್ದಾರೆ. ಸ್ಮೃತಿ ಮಂದಾನ ಬ್ಯಾಟರ್‌ಗಳ ಪಟ್ಟಿಯಲ್ಲಿ ಮೂರನೇ ಸ್ಥಾನದಲ್ಲಿದ್ದಾರೆ. ಜೆಮಿಮಾ ರಾಡ್ರಿಗಸ್ ಕೂಡ ಶ್ರೇಯಾಂಕದಲ್ಲಿ ಏರಿಕೆ ಕಂಡಿದ್ದಾರೆ. ಶಫಾಲಿ ವರ್ಮಾ ಹತ್ತನೇ ಸ್ಥಾನಕ್ಕೆ ಜಿಗಿದಿದ್ದಾರೆ. ರೇಣುಕಾ ಸಿಂಗ್ ಠಾಕೂರ್ ಅಗ್ರ 10ರೊಳಗೆ ಸ್ಥಾನ ಪಡೆದಿದ್ದಾರೆ. ಭಾರತ ತಂಡದ ಆಟಗಾರ್ತಿಯರು ಉತ್ತಮ ಪ್ರದರ್ಶನ ನೀಡುತ್ತಿದ್ದು ಮುಂದಿನ ಟಿ20 ವಿಶ್ವಕಪ್‌ಗೆ ತಯಾರಿ ನಡೆಸುತ್ತಿದ್ದಾರೆ. ಮತ್ತೊಂದೆಡೆ ಶಫಾಲಿ ವರ್ಮಾ ಹತ್ತನೇ ಸ್ಥಾನಕ್ಕೇರಿದ್ದಾರೆ.: [352, 842, 495, 910]
crossword-cell[interactable]: [495, 1416, 512, 1436]
prev-answer: ಮೇಲಿನಿಂದ ಕೆಳಕ್ಕೆ: [665, 1322, 699, 1330]
crossword-cell[interactable]: [634, 1416, 651, 1436]
crossword-cell[interactable]: 14: [478, 1376, 495, 1396]
across-clues: [748, 1195, 925, 1317]
crossword-cell[interactable]: 15: [547, 1376, 564, 1396]
prev-label: ಉತ್ತರ: [696, 1235, 714, 1244]
bowler-name: ಅಮನ್‌ಜ್ಯೋತ್: [771, 920, 804, 928]
crossword-cell[interactable]: [495, 1376, 512, 1396]
batter-name: ಇನೋಕಾ: [771, 837, 790, 845]
crossword-cell[interactable]: [547, 1336, 564, 1356]
crossword-cell[interactable]: 5: [634, 1237, 651, 1257]
bowler-name: ಶ್ರೀ: [771, 910, 777, 918]
puzzle-number: 5843: [665, 1186, 743, 1210]
runs: 31: [912, 758, 921, 765]
prev-number: 5842: [685, 1217, 725, 1233]
sl-bowling-table: [767, 891, 925, 950]
info-item: ಎದುರಾಳಿ: ಜಾರ್ಖಂಡ್: [749, 599, 924, 614]
clue: 11.ಪವಿತ್ರವಾದ ನದಿ(3): [748, 1412, 797, 1420]
bowling-row: [771, 891, 921, 901]
crossword-cell[interactable]: [564, 1297, 581, 1317]
batter-name: ಕಾವ್ಯ: [771, 857, 781, 865]
batter-name: ಹಾಸಿನಿ: [771, 787, 785, 795]
brief-body: ಮೆಲ್ಬರ್ನ್: ಇಂಗ್ಲೆಂಡ್ ವಿರುದ್ಧದ ಆ್ಯಷಸ್ ಸರಣಿಯ ನಾಲ್ಕನೇ ಟೆಸ್ಟ್‌ಗಾಗಿ ಪ್ರಕಟಿಸಲಾದ ಆಸ್ಟ್ರೇಲಿಯಾ ತಂಡದಿಂದ ನಾಯಕ ಪ್ಯಾಟ್ ಕಮಿನ್ಸ್ ಅವರನ್ನು ಕೈಬಿಡಲಾಗಿದೆ. ಗಾಯದ ಸಮಸ್ಯೆಯಿಂದ ಚೇತರಿಸಿಕೊಳ್ಳುತ್ತಿರುವ ಕಮಿನ್ಸ್ ಅವರಿಗೆ ವಿಶ್ರಾಂತಿ ನೀಡಲಾಗಿದ್ದು ಮುಂದಿನ ಪಂದ್ಯದಲ್ಲಿ ಸ್ಟೀವ್ ಸ್ಮಿತ್ ತಂಡವನ್ನು ಮುನ್ನಡೆಸಲಿದ್ದಾರೆ. ಸರಣಿಯಲ್ಲಿ ಆಸ್ಟ್ರೇಲಿಯಾ ಈಗಾಗಲೇ ಮುನ್ನಡೆ ಸಾಧಿಸಿದ್ದು ಉಳಿದ ಪಂದ್ಯಗಳಲ್ಲಿ ಯುವ ವೇಗಿಗಳಿಗೆ ಅವಕಾಶ ನೀಡಲಾಗುವುದು ಎಂದು ಆಯ್ಕೆ ಸಮಿತಿ ಮುಖ್ಯಸ್ಥರು ತಿಳಿಸಿದ್ದಾರೆ. ಬಾಕ್ಸಿಂಗ್ ಡೇ ಟೆಸ್ಟ್ ಪಂದ್ಯವು ಮೆಲ್ಬರ್ನ್ ಕ್ರಿಕೆಟ್ ಮೈದಾನದಲ್ಲಿ ನಡೆಯಲಿದ್ದು ಭಾರಿ ಸಂಖ್ಯೆಯ ಪ್ರೇಕ್ಷಕರು ಪಾಲ್ಗೊಳ್ಳುವ ನಿರೀಕ್ಷೆ ಇದೆ. ಸ್ಕಾಟ್ ಬೋಲ್ಯಾಂಡ್ ಹಾಗೂ ಮಿಚೆಲ್ ಸ್ಟಾರ್ಕ್ ವೇಗದ ದಾಳಿಯ ನೇತೃತ್ವ ವಹಿಸಲಿದ್ದಾರೆ.: [30, 326, 188, 411]
crossword-cell[interactable]: [599, 1317, 616, 1337]
crossword-cell[interactable]: [564, 1416, 581, 1436]
crossword-cell[interactable]: [582, 1396, 599, 1416]
brief-title: ವಿಜಯ್ ಮರ್ಚಂಟ್: ಕರ್ನಾಟಕ 292/5: [35, 957, 188, 970]
color-registration-marks: [840, 1446, 866, 1451]
runs: 12: [912, 866, 921, 874]
dismissal: ಔಟಾಗದೆ: [813, 1003, 832, 1011]
crossword-cell[interactable]: [616, 1416, 633, 1436]
score-row: [771, 768, 921, 778]
bowler-name: ಇನೋಕಾ: [771, 1067, 790, 1075]
brief-2: [30, 310, 188, 560]
scoreboard: [764, 706, 925, 1161]
score-row: [771, 1004, 921, 1014]
crossword-cell[interactable]: [564, 1277, 581, 1297]
down-clues: [748, 1325, 925, 1464]
crossword-cell: [530, 1237, 547, 1257]
runs: 33: [912, 777, 921, 785]
crossword-cell: [530, 1356, 547, 1376]
header-rule: [30, 62, 925, 64]
